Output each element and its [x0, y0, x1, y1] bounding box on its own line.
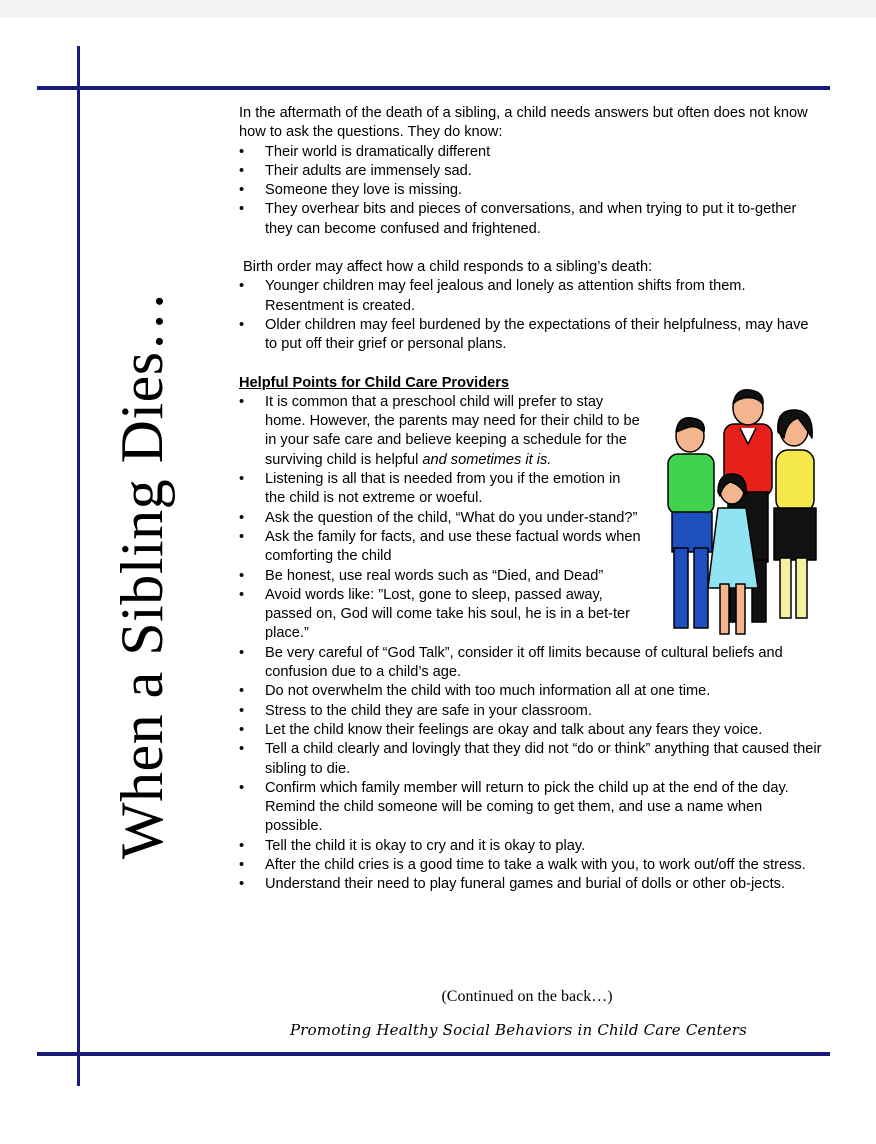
- list-item: • Ask the family for facts, and use these factual words when comforting the child: [239, 528, 641, 565]
- list-item: • Listening is all that is needed from you if the emotion in the child is not extreme or woeful.: [239, 471, 621, 507]
- list-item: • It is common that a preschool child will prefer to stay home. However, the parents may need for their child to be in your safe care and believe keeping a schedule for the surviving child is helpful and sometimes it is.: [239, 393, 640, 468]
- helpful-points-wide-list: [239, 644, 823, 895]
- list-item: • Someone they love is missing.: [239, 181, 823, 200]
- bullet-icon: •: [239, 721, 245, 738]
- birth-order-bullet-list: [239, 277, 823, 354]
- page-top-shade: [0, 0, 876, 18]
- list-item: • They overhear bits and pieces of conversations, and when trying to put it to-gether they can become confused and frightened.: [239, 201, 797, 237]
- list-item: • Understand their need to play funeral games and burial of dolls or other ob-jects.: [239, 875, 823, 894]
- list-item: • Younger children may feel jealous and lonely as attention shifts from them. Resentment is created.: [239, 278, 746, 314]
- list-item: • Their world is dramatically different: [239, 143, 823, 162]
- list-item: • Let the child know their feelings are okay and talk about any fears they voice.: [239, 721, 823, 740]
- bullet-icon: •: [239, 567, 245, 584]
- birth-order-paragraph: Birth order may affect how a child responds to a sibling’s death:: [243, 259, 653, 276]
- bullet-icon: •: [239, 741, 245, 758]
- list-item: • Ask the question of the child, “What do you under-stand?”: [239, 509, 643, 528]
- bullet-icon: •: [239, 162, 245, 179]
- bullet-icon: •: [239, 856, 245, 873]
- family-illustration: [664, 388, 830, 640]
- list-item: • Tell a child clearly and lovingly that they did not “do or think” anything that caused their sibling to die.: [239, 741, 822, 777]
- bullet-icon: •: [239, 586, 245, 603]
- bullet-icon: •: [239, 683, 245, 700]
- bullet-icon: •: [239, 471, 245, 488]
- list-item: • Stress to the child they are safe in your classroom.: [239, 702, 823, 721]
- bullet-icon: •: [239, 316, 245, 333]
- bullet-icon: •: [239, 143, 245, 160]
- bullet-icon: •: [239, 393, 245, 410]
- list-item: • After the child cries is a good time to take a walk with you, to work out/off the stress.: [239, 856, 823, 875]
- left-vertical-rule: [77, 46, 80, 1086]
- list-item: • Older children may feel burdened by the expectations of their helpfulness, may have to put off their grief or personal plans.: [239, 316, 809, 353]
- bullet-icon: •: [239, 201, 245, 218]
- bullet-icon: •: [239, 876, 245, 893]
- vertical-page-title: When a Sibling Dies…: [109, 290, 175, 860]
- list-item: • Be honest, use real words such as “Died, and Dead”: [239, 567, 643, 586]
- list-item: • Their adults are immensely sad.: [239, 162, 823, 181]
- bullet-icon: •: [239, 837, 245, 854]
- intro-bullet-list: [239, 143, 823, 239]
- bullet-icon: •: [239, 702, 245, 719]
- list-item: • Do not overwhelm the child with too much information all at one time.: [239, 682, 823, 701]
- list-item: • Avoid words like: ”Lost, gone to sleep, passed away, passed on, God will come take his soul, he is in a bet-ter place.”: [239, 586, 631, 642]
- bullet-icon: •: [239, 644, 245, 661]
- top-horizontal-rule: [37, 86, 830, 90]
- list-item: • Be very careful of “God Talk”, consider it off limits because of cultural beliefs and confusion due to a child’s age.: [239, 644, 783, 681]
- bullet-icon: •: [239, 182, 245, 199]
- bullet-icon: •: [239, 509, 245, 526]
- bullet-icon: •: [239, 528, 245, 545]
- intro-paragraph: In the aftermath of the death of a sibling, a child needs answers but often does not know how to ask the questions. They do know:: [239, 105, 808, 141]
- bullet-icon: •: [239, 779, 245, 796]
- bullet-icon: •: [239, 278, 245, 295]
- list-item: • Tell the child it is okay to cry and it is okay to play.: [239, 837, 823, 856]
- continued-note: (Continued on the back…): [441, 988, 613, 1005]
- footer-tagline: Promoting Healthy Social Behaviors in Child Care Centers: [290, 1021, 748, 1039]
- list-item: • Confirm which family member will return to pick the child up at the end of the day. Remind the child someone will be coming to get them, and use a name when possible.: [239, 779, 789, 835]
- helpful-points-heading: Helpful Points for Child Care Providers: [239, 374, 510, 391]
- bottom-horizontal-rule: [37, 1052, 830, 1056]
